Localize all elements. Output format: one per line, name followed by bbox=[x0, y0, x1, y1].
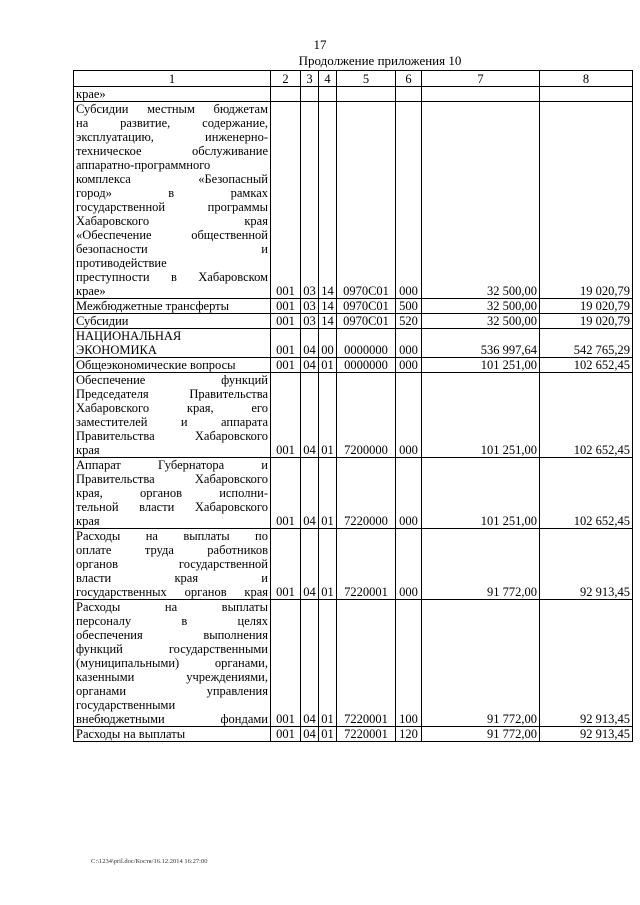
table-row bbox=[74, 299, 633, 314]
item-name-line: Расходы на выплаты bbox=[76, 727, 186, 741]
amount-2015-cell bbox=[422, 87, 540, 102]
page-number: 17 bbox=[313, 37, 327, 52]
item-name-line: Обеспечение функций bbox=[76, 373, 268, 387]
ministry-code-cell: 001 bbox=[271, 529, 301, 600]
item-name-line: крае» bbox=[76, 87, 106, 101]
expense-type-cell: 000 bbox=[396, 329, 422, 358]
amount-2016-cell: 92 913,45 bbox=[540, 727, 633, 742]
section-code-cell bbox=[301, 87, 319, 102]
section-code-cell: 04 bbox=[301, 373, 319, 458]
target-article-cell: 7220001 bbox=[337, 600, 396, 727]
table-row bbox=[74, 329, 633, 358]
amount-2016-cell: 542 765,29 bbox=[540, 329, 633, 358]
item-name-line: Расходы на выплаты bbox=[76, 600, 268, 614]
item-name-line: Председателя Правительства bbox=[76, 387, 268, 401]
table-row bbox=[74, 458, 633, 529]
amount-2015-cell: 91 772,00 bbox=[422, 529, 540, 600]
expense-type-cell: 000 bbox=[396, 358, 422, 373]
expense-type-cell: 000 bbox=[396, 458, 422, 529]
amount-2016-cell: 19 020,79 bbox=[540, 102, 633, 299]
amount-2015-cell: 536 997,64 bbox=[422, 329, 540, 358]
item-name-line: органами управления bbox=[76, 684, 268, 698]
amount-2016-cell: 102 652,45 bbox=[540, 373, 633, 458]
section-code-cell: 04 bbox=[301, 529, 319, 600]
item-name-line: государственной программы bbox=[76, 200, 268, 214]
target-article-cell: 7220000 bbox=[337, 458, 396, 529]
item-name-line: комплекса «Безопасный bbox=[76, 172, 268, 186]
item-name-line: края, органов исполни- bbox=[76, 486, 268, 500]
item-name-line: (муниципальными) органами, bbox=[76, 656, 268, 670]
document-path-footer: C:\1234\pril.doc/Костя/16.12.2014 16:27:00 bbox=[91, 858, 208, 865]
amount-2016-cell bbox=[540, 87, 633, 102]
target-article-cell: 0000000 bbox=[337, 329, 396, 358]
table-row bbox=[74, 529, 633, 600]
header-cell: 3 bbox=[301, 71, 319, 87]
subsection-code-cell: 14 bbox=[319, 314, 337, 329]
target-article-cell: 0000000 bbox=[337, 358, 396, 373]
subsection-code-cell: 00 bbox=[319, 329, 337, 358]
section-code-cell: 03 bbox=[301, 102, 319, 299]
section-code-cell: 04 bbox=[301, 458, 319, 529]
item-name-line: власти края и bbox=[76, 571, 268, 585]
item-name-line: «Обеспечение общественной bbox=[76, 228, 268, 242]
amount-2016-cell: 92 913,45 bbox=[540, 529, 633, 600]
header-cell: 7 bbox=[422, 71, 540, 87]
expense-type-cell: 120 bbox=[396, 727, 422, 742]
item-name-cell bbox=[74, 600, 271, 727]
item-name-cell bbox=[74, 529, 271, 600]
item-name-line: Общеэкономические вопросы bbox=[76, 358, 236, 372]
table-row bbox=[74, 727, 633, 742]
header-cell: 4 bbox=[319, 71, 337, 87]
header-cell: 5 bbox=[337, 71, 396, 87]
header-cell: 1 bbox=[74, 71, 271, 87]
amount-2015-cell: 101 251,00 bbox=[422, 358, 540, 373]
item-name-line: казенными учреждениями, bbox=[76, 670, 268, 684]
item-name-line: внебюджетными фондами bbox=[76, 712, 268, 726]
expense-type-cell: 100 bbox=[396, 600, 422, 727]
item-name-cell bbox=[74, 102, 271, 299]
subsection-code-cell: 01 bbox=[319, 458, 337, 529]
expense-type-cell: 000 bbox=[396, 529, 422, 600]
section-code-cell: 03 bbox=[301, 299, 319, 314]
section-code-cell: 04 bbox=[301, 358, 319, 373]
item-name-line: государственных органов края bbox=[76, 585, 268, 599]
section-code-cell: 04 bbox=[301, 727, 319, 742]
item-name-line: Хабаровского края, его bbox=[76, 401, 268, 415]
target-article-cell: 0970С01 bbox=[337, 314, 396, 329]
ministry-code-cell: 001 bbox=[271, 329, 301, 358]
ministry-code-cell: 001 bbox=[271, 358, 301, 373]
item-name-line: тельной власти Хабаровского bbox=[76, 500, 268, 514]
table-row bbox=[74, 102, 633, 299]
item-name-cell bbox=[74, 727, 271, 742]
subsection-code-cell: 01 bbox=[319, 600, 337, 727]
expense-type-cell: 000 bbox=[396, 102, 422, 299]
amount-2016-cell: 102 652,45 bbox=[540, 358, 633, 373]
item-name-cell bbox=[74, 373, 271, 458]
target-article-cell: 7220001 bbox=[337, 529, 396, 600]
item-name-line: противодействие bbox=[76, 256, 167, 270]
item-name-line: аппаратно-программного bbox=[76, 158, 211, 172]
table-header-row bbox=[74, 71, 633, 87]
target-article-cell: 0970С01 bbox=[337, 102, 396, 299]
item-name-cell bbox=[74, 299, 271, 314]
item-name-line: обеспечения выполнения bbox=[76, 628, 268, 642]
target-article-cell: 0970С01 bbox=[337, 299, 396, 314]
header-cell: 2 bbox=[271, 71, 301, 87]
table-row bbox=[74, 358, 633, 373]
amount-2015-cell: 101 251,00 bbox=[422, 458, 540, 529]
amount-2016-cell: 19 020,79 bbox=[540, 314, 633, 329]
header-cell: 6 bbox=[396, 71, 422, 87]
subsection-code-cell: 14 bbox=[319, 299, 337, 314]
ministry-code-cell: 001 bbox=[271, 373, 301, 458]
item-name-line: Правительства Хабаровского bbox=[76, 429, 268, 443]
budget-table bbox=[73, 70, 633, 742]
amount-2016-cell: 102 652,45 bbox=[540, 458, 633, 529]
item-name-cell bbox=[74, 314, 271, 329]
item-name-cell bbox=[74, 358, 271, 373]
item-name-line: безопасности и bbox=[76, 242, 268, 256]
amount-2016-cell: 92 913,45 bbox=[540, 600, 633, 727]
item-name-line: на развитие, содержание, bbox=[76, 116, 268, 130]
ministry-code-cell: 001 bbox=[271, 727, 301, 742]
item-name-line: функций государственными bbox=[76, 642, 268, 656]
subsection-code-cell: 01 bbox=[319, 529, 337, 600]
subsection-code-cell: 01 bbox=[319, 373, 337, 458]
item-name-line: техническое обслуживание bbox=[76, 144, 268, 158]
item-name-line: Хабаровского края bbox=[76, 214, 268, 228]
item-name-line: персоналу в целях bbox=[76, 614, 268, 628]
item-name-line: края bbox=[76, 514, 100, 528]
item-name-line: Правительства Хабаровского bbox=[76, 472, 268, 486]
amount-2015-cell: 91 772,00 bbox=[422, 727, 540, 742]
item-name-cell bbox=[74, 87, 271, 102]
amount-2016-cell: 19 020,79 bbox=[540, 299, 633, 314]
item-name-line: оплате труда работников bbox=[76, 543, 268, 557]
amount-2015-cell: 101 251,00 bbox=[422, 373, 540, 458]
subsection-code-cell: 14 bbox=[319, 102, 337, 299]
amount-2015-cell: 32 500,00 bbox=[422, 299, 540, 314]
expense-type-cell: 000 bbox=[396, 373, 422, 458]
appendix-continuation-title: Продолжение приложения 10 bbox=[298, 53, 462, 68]
subsection-code-cell: 01 bbox=[319, 358, 337, 373]
item-name-line: Субсидии местным бюджетам bbox=[76, 102, 268, 116]
ministry-code-cell: 001 bbox=[271, 299, 301, 314]
target-article-cell: 7200000 bbox=[337, 373, 396, 458]
item-name-line: края bbox=[76, 443, 100, 457]
ministry-code-cell: 001 bbox=[271, 458, 301, 529]
section-code-cell: 04 bbox=[301, 600, 319, 727]
item-name-line: заместителей и аппарата bbox=[76, 415, 268, 429]
item-name-line: крае» bbox=[76, 284, 106, 298]
ministry-code-cell: 001 bbox=[271, 102, 301, 299]
item-name-line: ЭКОНОМИКА bbox=[76, 343, 157, 357]
target-article-cell bbox=[337, 87, 396, 102]
expense-type-cell: 500 bbox=[396, 299, 422, 314]
item-name-cell bbox=[74, 329, 271, 358]
ministry-code-cell: 001 bbox=[271, 600, 301, 727]
item-name-line: Расходы на выплаты по bbox=[76, 529, 268, 543]
item-name-line: город» в рамках bbox=[76, 186, 268, 200]
item-name-line: Межбюджетные трансферты bbox=[76, 299, 230, 313]
item-name-line: государственными bbox=[76, 698, 176, 712]
item-name-line: Субсидии bbox=[76, 314, 129, 328]
item-name-line: преступности в Хабаровском bbox=[76, 270, 268, 284]
table-row bbox=[74, 373, 633, 458]
section-code-cell: 03 bbox=[301, 314, 319, 329]
amount-2015-cell: 32 500,00 bbox=[422, 314, 540, 329]
amount-2015-cell: 91 772,00 bbox=[422, 600, 540, 727]
amount-2015-cell: 32 500,00 bbox=[422, 102, 540, 299]
header-cell: 8 bbox=[540, 71, 633, 87]
table-row bbox=[74, 600, 633, 727]
table-row bbox=[74, 314, 633, 329]
section-code-cell: 04 bbox=[301, 329, 319, 358]
item-name-line: НАЦИОНАЛЬНАЯ bbox=[76, 329, 182, 343]
ministry-code-cell: 001 bbox=[271, 314, 301, 329]
item-name-line: Аппарат Губернатора и bbox=[76, 458, 268, 472]
subsection-code-cell bbox=[319, 87, 337, 102]
table-row bbox=[74, 87, 633, 102]
target-article-cell: 7220001 bbox=[337, 727, 396, 742]
item-name-cell bbox=[74, 458, 271, 529]
expense-type-cell: 520 bbox=[396, 314, 422, 329]
subsection-code-cell: 01 bbox=[319, 727, 337, 742]
ministry-code-cell bbox=[271, 87, 301, 102]
item-name-line: эксплуатацию, инженерно- bbox=[76, 130, 268, 144]
item-name-line: органов государственной bbox=[76, 557, 268, 571]
expense-type-cell bbox=[396, 87, 422, 102]
